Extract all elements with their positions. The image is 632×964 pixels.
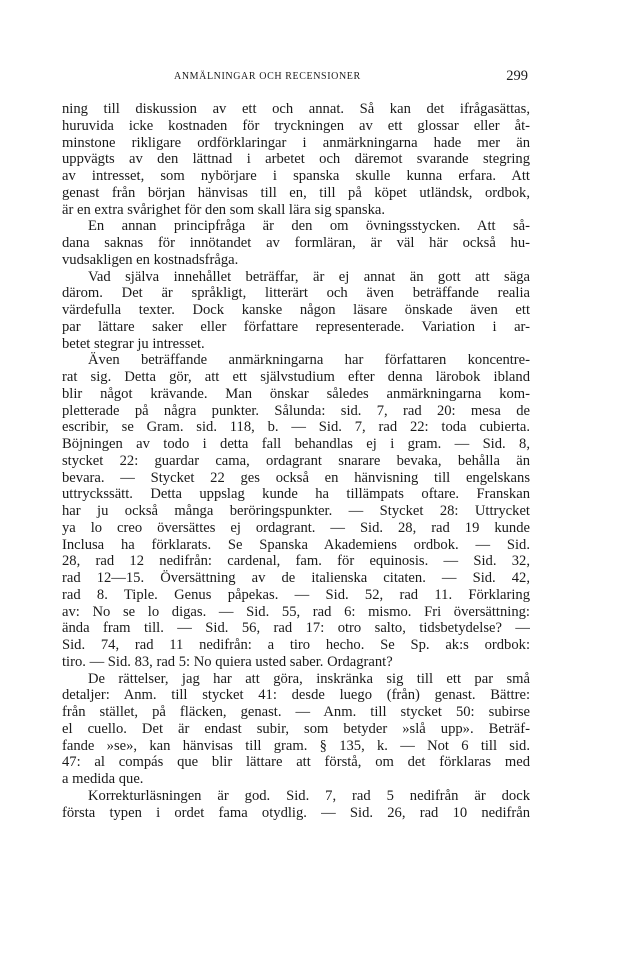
text-line: därom. Det är språkligt, litterärt och även beträffande realia — [62, 285, 530, 302]
text-line: första typen i ordet fama otydlig. — Sid. 26, rad 10 nedifrån — [62, 804, 530, 821]
text-line: huruvida icke kostnaden för tryckningen av ett glossar eller åt- — [62, 117, 530, 134]
book-page — [62, 68, 530, 821]
text-line: De rättelser, jag har att göra, inskränka sig till ett par små — [88, 670, 530, 687]
text-line: Korrekturläsningen är god. Sid. 7, rad 5 nedifrån är dock — [88, 787, 530, 804]
text-line: Inclusa ha förklarats. Se Spanska Akademiens ordbok. — Sid. — [62, 536, 530, 553]
text-line: vudsakligen en kostnadsfråga. — [62, 251, 239, 268]
text-line: rad 12—15. Översättning av de italienska citaten. — Sid. 42, — [62, 570, 530, 586]
text-line: uppvägts av den lättnad i arbetet och däremot svarande stegring — [62, 151, 530, 168]
text-line: värdefulla texter. Dock kanske någon läsare önskade även ett — [62, 302, 530, 318]
text-line: från stället, på fläcken, genast. — Anm. till stycket 50: subirse — [62, 704, 530, 720]
text-line: detaljer: Anm. till stycket 41: desde luego (från) genast. Bättre: — [62, 687, 530, 704]
text-line: pletterade på några punkter. Sålunda: sid. 7, rad 20: mesa de — [62, 402, 530, 419]
text-line: Sid. 74, rad 11 nedifrån: a tiro hecho. Se Sp. ak:s ordbok: — [62, 637, 530, 653]
text-line: har ju också många beröringspunkter. — Stycket 28: Uttrycket — [62, 503, 530, 519]
text-line: dana saknas för innötandet av formläran, är väl här också hu- — [62, 235, 530, 251]
text-line: betet stegrar ju intresset. — [62, 335, 205, 352]
text-line: ända fram till. — Sid. 56, rad 17: otro salto, tidsbetydelse? — — [62, 620, 530, 637]
text-line: el cuello. Det är endast subir, som betyder »slå upp». Beträf- — [62, 720, 530, 737]
text-line: fande »se», kan hänvisas till gram. § 135, k. — Not 6 till sid. — [62, 737, 530, 754]
text-line: av: No se lo digas. — Sid. 55, rad 6: mismo. Fri översättning: — [62, 603, 530, 620]
running-head: ANMÄLNINGAR OCH RECENSIONER — [174, 71, 361, 82]
text-line: är en extra svårighet för den som skall lära sig spanska. — [62, 201, 385, 218]
text-line: Vad själva innehållet beträffar, är ej annat än gott att säga — [88, 268, 530, 285]
text-line: a medida que. — [62, 771, 144, 787]
text-line: En annan principfråga är den om övningsstycken. Att så- — [88, 218, 530, 235]
text-line: escribir, se Gram. sid. 118, b. — Sid. 7, rad 22: toda cubierta. — [62, 419, 530, 436]
text-line: blir något krävande. Man önskar således anmärkningarna kom- — [62, 385, 530, 402]
text-line: bevara. — Stycket 22 ges också en hänvisning till engelskans — [62, 469, 530, 486]
text-line: uttryckssätt. Detta uppslag kunde ha tillämpats oftare. Franskan — [62, 486, 530, 503]
body-text — [62, 101, 530, 821]
page-header — [62, 68, 530, 90]
text-line: ning till diskussion av ett och annat. Så kan det ifrågasättas, — [62, 101, 530, 117]
text-line: minstone rikligare ordförklaringar i anmärkningarna hade mer än — [62, 134, 530, 151]
text-line: ya lo creo översättes ej ordagrant. — Sid. 28, rad 19 kunde — [62, 519, 530, 536]
text-line: av intresset, som nybörjare i spanska skulle kunna erfara. Att — [62, 168, 530, 184]
text-line: Böjningen av todo i detta fall behandlas ej i gram. — Sid. 8, — [62, 436, 530, 452]
text-line: genast från början hänvisas till en, till på köpet utländsk, ordbok, — [62, 184, 530, 201]
text-line: tiro. — Sid. 83, rad 5: No quiera usted saber. Ordagrant? — [62, 653, 393, 670]
text-line: 47: al compás que blir lättare att förstå, om det förklaras med — [62, 754, 530, 771]
text-line: stycket 22: guardar cama, ordagrant snarare bevaka, behålla än — [62, 452, 530, 469]
text-line: rad 8. Tiple. Genus påpekas. — Sid. 52, rad 11. Förklaring — [62, 586, 530, 603]
page-number: 299 — [506, 68, 528, 84]
text-line: rat sig. Detta gör, att ett självstudium efter denna lärobok ibland — [62, 369, 530, 385]
text-line: 28, rad 12 nedifrån: cardenal, fam. för equinosis. — Sid. 32, — [62, 553, 530, 570]
text-line: Även beträffande anmärkningarna har författaren koncentre- — [88, 352, 530, 369]
text-line: par lättare saker eller författare representerade. Variation i ar- — [62, 318, 530, 335]
